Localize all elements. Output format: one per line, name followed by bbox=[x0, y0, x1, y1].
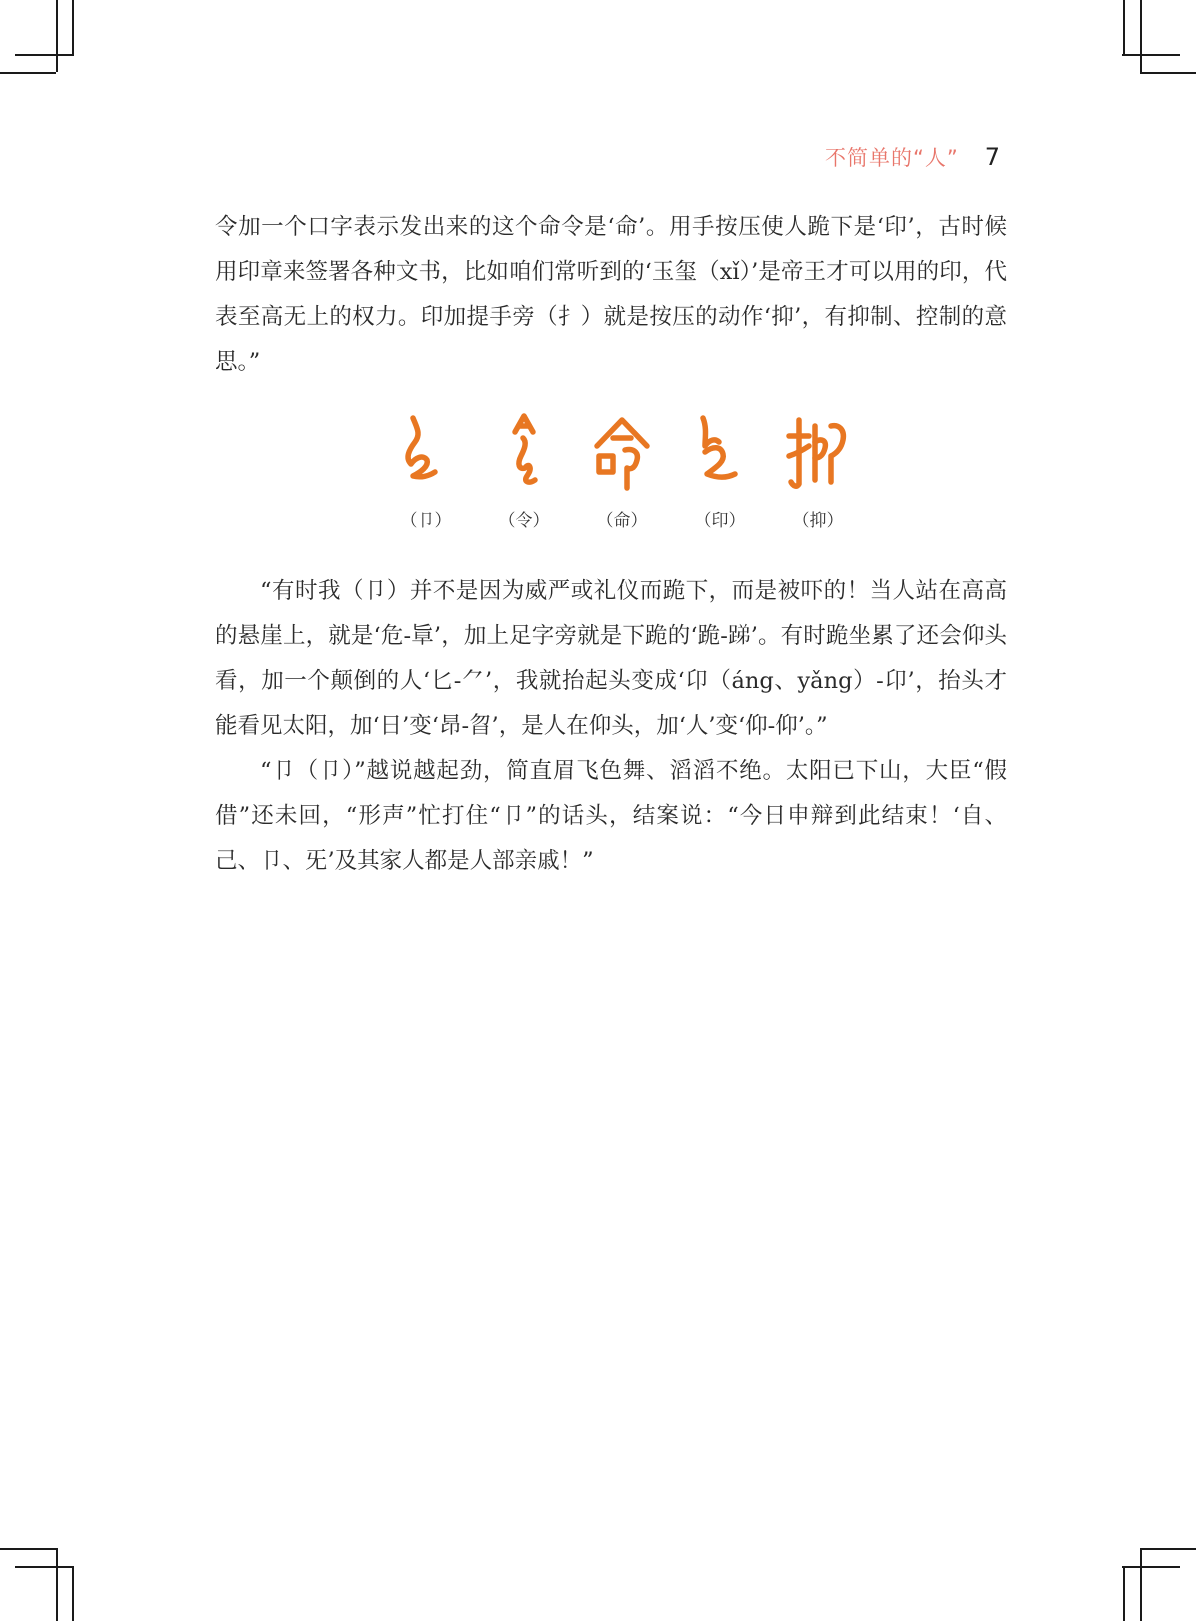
running-head bbox=[825, 142, 1000, 172]
paragraph-1: 令加一个口字表示发出来的这个命令是‘命’。用手按压使人跪下是‘印’，古时候用印章来签署各种文书，比如咱们常听到的‘玉玺（xǐ）’是帝王才可以用的印，代表至高无上的权力。印加提手旁（扌）就是按压的动作‘抑’，有抑制、控制的意思。” bbox=[215, 214, 1007, 375]
running-title: 不简单的“人” bbox=[824, 146, 959, 170]
seal-glyph-ling bbox=[489, 412, 559, 494]
seal-glyph-yin bbox=[685, 412, 755, 494]
glyph-caption-jie: （卩） bbox=[400, 511, 452, 531]
seal-glyph-ming bbox=[587, 412, 657, 494]
crop-mark-top-left bbox=[0, 0, 75, 75]
glyph-item-ling bbox=[481, 412, 567, 531]
glyph-caption-yi: （抑） bbox=[792, 511, 844, 531]
crop-mark-bottom-right bbox=[1120, 1546, 1196, 1621]
glyph-caption-ling: （令） bbox=[498, 511, 550, 531]
paragraph-3: “卩（卩）”越说越起劲，简直眉飞色舞、滔滔不绝。太阳已下山，大臣“假借”还未回，“形声”忙打住“卩”的话头，结案说：“今日申辩到此结束！‘自、己、卩、旡’及其家人都是人部亲戚！” bbox=[215, 758, 1007, 874]
seal-glyph-yi bbox=[783, 412, 853, 494]
glyph-item-ming bbox=[579, 412, 665, 531]
paragraph-2: “有时我（卩）并不是因为威严或礼仪而跪下，而是被吓的！当人站在高高的悬崖上，就是‘危-㔬’，加上足字旁就是下跪的‘跪-𨁃’。有时跪坐累了还会仰头看，加一个颠倒的人‘匕-⺈’，我就抬起头变成‘卬（áng、yǎng）-卬’，抬头才能看见太阳，加‘日’变‘昂-㫚’，是人在仰头，加‘人’变‘仰-仰’。” bbox=[215, 578, 1007, 739]
body-text-lower bbox=[215, 569, 1007, 884]
crop-mark-top-right bbox=[1120, 0, 1196, 75]
page-number: 7 bbox=[984, 143, 1000, 171]
seal-script-figure bbox=[383, 412, 861, 531]
glyph-item-jie bbox=[383, 412, 469, 531]
glyph-caption-ming: （命） bbox=[596, 511, 648, 531]
glyph-item-yi bbox=[775, 412, 861, 531]
seal-glyph-jie bbox=[391, 412, 461, 494]
glyph-item-yin bbox=[677, 412, 763, 531]
glyph-caption-yin: （印） bbox=[694, 511, 746, 531]
body-text-upper bbox=[215, 205, 1007, 385]
crop-mark-bottom-left bbox=[0, 1546, 75, 1621]
